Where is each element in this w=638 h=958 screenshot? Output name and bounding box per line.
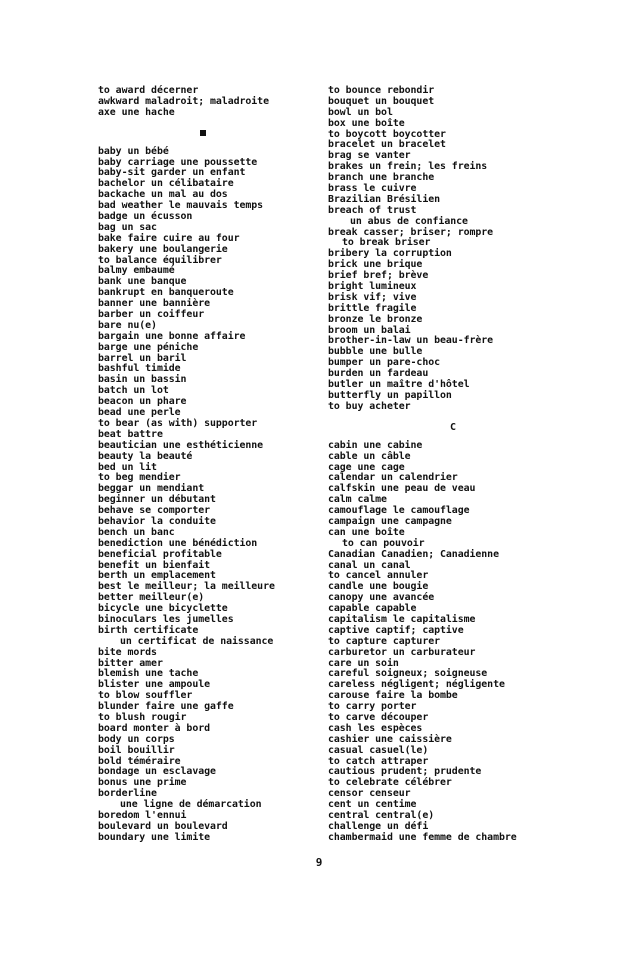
dictionary-entry: barber un coiffeur bbox=[98, 309, 205, 321]
dictionary-entry: baby carriage une poussette bbox=[98, 156, 258, 168]
dictionary-entry: better meilleur(e) bbox=[98, 592, 205, 604]
dictionary-entry: bench un banc bbox=[98, 526, 175, 538]
dictionary-entry: boundary une limite bbox=[98, 831, 211, 843]
dictionary-entry: bead une perle bbox=[98, 407, 181, 419]
dictionary-entry: beneficial profitable bbox=[98, 548, 222, 560]
dictionary-entry: to buy acheter bbox=[328, 400, 411, 412]
dictionary-entry: blister une ampoule bbox=[98, 679, 211, 691]
dictionary-entry: bankrupt en banqueroute bbox=[98, 287, 234, 299]
dictionary-entry: bumper un pare-choc bbox=[328, 357, 441, 369]
dictionary-entry: board monter à bord bbox=[98, 722, 211, 734]
dictionary-entry: badge un écusson bbox=[98, 211, 193, 223]
dictionary-entry: to can pouvoir bbox=[342, 537, 425, 549]
dictionary-entry: brass le cuivre bbox=[328, 183, 417, 195]
dictionary-entry: bank une banque bbox=[98, 276, 187, 288]
section-header-b bbox=[98, 125, 308, 143]
dictionary-entry: boil bouillir bbox=[98, 744, 175, 756]
dictionary-entry: beat battre bbox=[98, 428, 163, 440]
dictionary-entry: borderline bbox=[98, 788, 157, 800]
dictionary-entry: to blow souffler bbox=[98, 690, 193, 702]
dictionary-entry: brief bref; brève bbox=[328, 270, 429, 282]
c-entries bbox=[328, 441, 578, 844]
dictionary-entry: body un corps bbox=[98, 733, 175, 745]
dictionary-entry: behavior la conduite bbox=[98, 515, 216, 527]
dictionary-entry: bubble une bulle bbox=[328, 346, 423, 358]
dictionary-entry: barrel un baril bbox=[98, 352, 187, 364]
dictionary-entry: Brazilian Brésilien bbox=[328, 193, 441, 205]
dictionary-entry: beggar un mendiant bbox=[98, 483, 205, 495]
dictionary-entry: central central(e) bbox=[328, 810, 435, 821]
dictionary-entry: to boycott boycotter bbox=[328, 128, 446, 140]
dictionary-entry: careless négligent; négligente bbox=[328, 679, 505, 691]
dictionary-entry: bargain une bonne affaire bbox=[98, 330, 246, 342]
dictionary-entry: challenge un défi bbox=[328, 820, 429, 832]
dictionary-entry: capable capable bbox=[328, 603, 417, 615]
dictionary-entry: bag un sac bbox=[98, 221, 157, 233]
dictionary-entry: brag se vanter bbox=[328, 150, 411, 162]
dictionary-entry: awkward maladroit; maladroite bbox=[98, 95, 269, 107]
dictionary-entry: care un soin bbox=[328, 657, 399, 669]
dictionary-entry: to carry porter bbox=[328, 701, 417, 713]
dictionary-entry: butterfly un papillon bbox=[328, 389, 452, 401]
b-entries-continued bbox=[328, 86, 578, 413]
dictionary-entry: brakes un frein; les freins bbox=[328, 161, 488, 173]
dictionary-entry: bowl un bol bbox=[328, 106, 393, 118]
dictionary-entry: une ligne de démarcation bbox=[120, 799, 262, 811]
dictionary-entry: to award décerner bbox=[98, 85, 199, 96]
dictionary-entry: captive captif; captive bbox=[328, 624, 464, 636]
dictionary-entry: camouflage le camouflage bbox=[328, 505, 470, 517]
dictionary-entry: bakery une boulangerie bbox=[98, 243, 228, 255]
dictionary-entry: carouse faire la bombe bbox=[328, 690, 458, 702]
dictionary-entry: benediction une bénédiction bbox=[98, 537, 258, 549]
dictionary-entry: butler un maître d'hôtel bbox=[328, 379, 470, 391]
dictionary-entry: cage une cage bbox=[328, 461, 405, 473]
dictionary-entry: branch une branche bbox=[328, 172, 435, 184]
left-column bbox=[98, 86, 308, 844]
dictionary-entry: bronze le bronze bbox=[328, 313, 423, 325]
dictionary-entry: blemish une tache bbox=[98, 668, 199, 680]
dictionary-entry: un certificat de naissance bbox=[120, 635, 274, 647]
dictionary-entry: barge une péniche bbox=[98, 341, 199, 353]
dictionary-entry: to break briser bbox=[342, 237, 431, 249]
dictionary-entry: to blush rougir bbox=[98, 711, 187, 723]
dictionary-entry: carburetor un carburateur bbox=[328, 646, 476, 658]
dictionary-entry: can une boîte bbox=[328, 526, 405, 538]
dictionary-entry: beacon un phare bbox=[98, 396, 187, 408]
dictionary-entry: break casser; briser; rompre bbox=[328, 226, 494, 238]
dictionary-entry: basin un bassin bbox=[98, 374, 187, 386]
dictionary-entry: axe une hache bbox=[98, 106, 175, 118]
dictionary-entry: bashful timide bbox=[98, 363, 181, 375]
dictionary-entry: to bounce rebondir bbox=[328, 85, 435, 96]
dictionary-entry: un abus de confiance bbox=[350, 215, 468, 227]
dictionary-entry: to balance équilibrer bbox=[98, 254, 222, 266]
dictionary-entry: to catch attraper bbox=[328, 755, 429, 767]
dictionary-entry: baby-sit garder un enfant bbox=[98, 167, 246, 179]
dictionary-entry: to celebrate célébrer bbox=[328, 777, 452, 789]
dictionary-entry: boredom l'ennui bbox=[98, 810, 187, 821]
dictionary-entry: to cancel annuler bbox=[328, 570, 429, 582]
dictionary-entry: bed un lit bbox=[98, 461, 157, 473]
dictionary-entry: casual casuel(le) bbox=[328, 744, 429, 756]
dictionary-entry: cash les espèces bbox=[328, 722, 423, 734]
dictionary-entry: bare nu(e) bbox=[98, 319, 157, 331]
dictionary-entry: bribery la corruption bbox=[328, 248, 452, 260]
dictionary-entry: bright lumineux bbox=[328, 281, 417, 293]
dictionary-entry: bite mords bbox=[98, 646, 157, 658]
dictionary-entry: baby un bébé bbox=[98, 145, 169, 157]
page-number: 9 bbox=[315, 856, 323, 869]
right-column bbox=[328, 86, 578, 844]
a-tail-entries bbox=[98, 86, 308, 119]
dictionary-entry: to bear (as with) supporter bbox=[98, 417, 258, 429]
dictionary-entry: bake faire cuire au four bbox=[98, 232, 240, 244]
dictionary-entry: bachelor un célibataire bbox=[98, 178, 234, 190]
dictionary-entry: cabin une cabine bbox=[328, 439, 423, 451]
dictionary-entry: bicycle une bicyclette bbox=[98, 603, 228, 615]
dictionary-entry: canopy une avancée bbox=[328, 592, 435, 604]
dictionary-entry: broom un balai bbox=[328, 324, 411, 336]
dictionary-entry: to carve découper bbox=[328, 711, 429, 723]
dictionary-entry: canal un canal bbox=[328, 559, 411, 571]
dictionary-entry: to beg mendier bbox=[98, 472, 181, 484]
b-entries bbox=[98, 147, 308, 844]
dictionary-entry: brittle fragile bbox=[328, 302, 417, 314]
section-marker-square bbox=[200, 130, 206, 136]
dictionary-entry: binoculars les jumelles bbox=[98, 613, 234, 625]
dictionary-entry: batch un lot bbox=[98, 385, 169, 397]
dictionary-entry: brick une brique bbox=[328, 259, 423, 271]
dictionary-entry: candle une bougie bbox=[328, 581, 429, 593]
dictionary-entry: campaign une campagne bbox=[328, 515, 452, 527]
dictionary-entry: bitter amer bbox=[98, 657, 163, 669]
dictionary-entry: bold téméraire bbox=[98, 755, 181, 767]
dictionary-entry: blunder faire une gaffe bbox=[98, 701, 234, 713]
dictionary-entry: best le meilleur; la meilleure bbox=[98, 581, 275, 593]
dictionary-entry: bondage un esclavage bbox=[98, 766, 216, 778]
section-header-c: C bbox=[449, 421, 457, 433]
dictionary-entry: cashier une caissière bbox=[328, 733, 452, 745]
dictionary-entry: Canadian Canadien; Canadienne bbox=[328, 548, 499, 560]
dictionary-entry: banner une bannière bbox=[98, 298, 211, 310]
dictionary-entry: behave se comporter bbox=[98, 505, 211, 517]
dictionary-entry: cable un câble bbox=[328, 450, 411, 462]
dictionary-entry: brisk vif; vive bbox=[328, 291, 417, 303]
dictionary-entry: bracelet un bracelet bbox=[328, 139, 446, 151]
dictionary-entry: beauty la beauté bbox=[98, 450, 193, 462]
dictionary-entry: cent un centime bbox=[328, 799, 417, 811]
dictionary-entry: cautious prudent; prudente bbox=[328, 766, 482, 778]
dictionary-entry: breach of trust bbox=[328, 204, 417, 216]
dictionary-entry: to capture capturer bbox=[328, 635, 441, 647]
dictionary-entry: bad weather le mauvais temps bbox=[98, 200, 264, 212]
dictionary-entry: censor censeur bbox=[328, 788, 411, 800]
dictionary-entry: calfskin une peau de veau bbox=[328, 483, 476, 495]
dictionary-entry: brother-in-law un beau-frère bbox=[328, 335, 494, 347]
dictionary-entry: benefit un bienfait bbox=[98, 559, 211, 571]
dictionary-entry: birth certificate bbox=[98, 624, 199, 636]
dictionary-entry: balmy embaumé bbox=[98, 265, 175, 277]
dictionary-entry: beautician une esthéticienne bbox=[98, 439, 264, 451]
dictionary-entry: chambermaid une femme de chambre bbox=[328, 831, 517, 843]
dictionary-entry: box une boîte bbox=[328, 117, 405, 129]
dictionary-entry: backache un mal au dos bbox=[98, 189, 228, 201]
dictionary-entry: capitalism le capitalisme bbox=[328, 613, 476, 625]
dictionary-entry: calm calme bbox=[328, 494, 387, 506]
dictionary-entry: careful soigneux; soigneuse bbox=[328, 668, 488, 680]
dictionary-entry: burden un fardeau bbox=[328, 368, 429, 380]
dictionary-entry: calendar un calendrier bbox=[328, 472, 458, 484]
dictionary-entry: boulevard un boulevard bbox=[98, 820, 228, 832]
dictionary-entry: beginner un débutant bbox=[98, 494, 216, 506]
dictionary-entry: berth un emplacement bbox=[98, 570, 216, 582]
dictionary-entry: bonus une prime bbox=[98, 777, 187, 789]
dictionary-entry: bouquet un bouquet bbox=[328, 95, 435, 107]
